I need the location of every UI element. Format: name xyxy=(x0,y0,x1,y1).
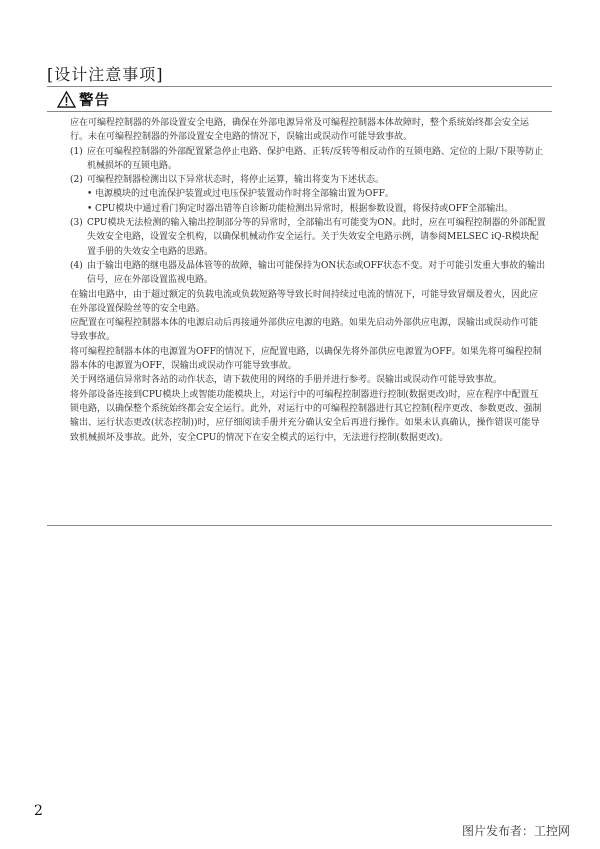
item-number: (3) xyxy=(70,218,83,229)
bullet-icon: • xyxy=(87,189,93,200)
warning-box xyxy=(47,86,552,526)
item-text: 由于输出电路的继电器及晶体管等的故障，输出可能保持为ON状态或OFF状态不变。对于可能引发重大事故的输出信号，应在外部设置监视电路。 xyxy=(87,260,546,286)
warning-body xyxy=(47,112,552,445)
item-number: (2) xyxy=(70,175,83,186)
bullet-icon: • xyxy=(87,203,93,214)
warning-subitem xyxy=(87,202,546,216)
warning-item-4 xyxy=(70,259,546,288)
warning-paragraph: 在输出电路中，由于超过额定的负载电流或负载短路等导致长时间持续过电流的情况下，可能导致冒烟及着火，因此应在外部设置保险丝等的安全电路。 xyxy=(70,289,539,314)
warning-item-2 xyxy=(70,173,546,187)
item-text: CPU模块无法检测的输入输出控制部分等的异常时，全部输出有可能变为ON。此时，应在可编程控制器的外部配置失效安全电路，设置安全机构，以确保机械动作安全运行。关于失效安全电路示例，请参阅MELSEC iQ-R模块配置手册的失效安全电路的思路。 xyxy=(87,218,546,257)
item-text: 应在可编程控制器的外部配置紧急停止电路、保护电路、正转/反转等相反动作的互锁电路、定位的上限/下限等防止机械损坏的互锁电路。 xyxy=(87,146,544,171)
warning-item-1 xyxy=(70,145,546,174)
warning-subitem xyxy=(87,187,546,201)
warning-paragraph: 将外部设备连接到CPU模块上或智能功能模块上，对运行中的可编程控制器进行控制(数据更改)时，应在程序中配置互锁电路，以确保整个系统始终都会安全运行。此外，对运行中的可编程控制器进行其它控制(程序更改、参数更改、强制输出、运行状态更改(状态控制))时，应仔细阅读手册并充分确认安全后再进行操作。如果未认真确认，操作错误可能导致机械损坏及事故。此外，安全CPU的情况下在安全模式的运行中，无法进行控制(数据更改)。 xyxy=(70,389,542,443)
subitem-text: 电源模块的过电流保护装置或过电压保护装置动作时将全部输出置为OFF。 xyxy=(95,189,394,200)
warning-paragraph: 关于网络通信异常时各站的动作状态，请下载使用的网络的手册并进行参考。误输出或误动作可能导致事故。 xyxy=(70,375,503,386)
item-number: (4) xyxy=(70,260,83,271)
warning-intro: 应在可编程控制器的外部设置安全电路，确保在外部电源异常及可编程控制器本体故障时，整个系统始终都会安全运行。未在可编程控制器的外部设置安全电路的情况下，误输出或误动作可能导致事故。 xyxy=(70,118,530,143)
section-title: [设计注意事项] xyxy=(47,65,164,84)
warning-paragraph: 将可编程控制器本体的电源置为OFF的情况下，应配置电路，以确保先将外部供应电源置为OFF。如果先将可编程控制器本体的电源置为OFF，误输出或误动作可能导致事故。 xyxy=(70,346,542,372)
item-number: (1) xyxy=(70,146,83,157)
subitem-text: CPU模块中通过看门狗定时器出错等自诊断功能检测出异常时，根据参数设置，将保持或OFF全部输出。 xyxy=(95,203,514,214)
warning-paragraph: 应配置在可编程控制器本体的电源启动后再接通外部供应电源的电路。如果先启动外部供应电源，误输出或误动作可能导致事故。 xyxy=(70,318,539,343)
warning-item-3 xyxy=(70,216,546,259)
warning-header xyxy=(47,87,552,112)
warning-label: 警告 xyxy=(79,91,110,109)
warning-triangle-icon xyxy=(57,91,76,108)
item-text: 可编程控制器检测出以下异常状态时，将停止运算，输出将变为下述状态。 xyxy=(87,175,385,186)
watermark-text: 图片发布者：工控网 xyxy=(461,824,570,838)
page-number: 2 xyxy=(34,803,43,819)
